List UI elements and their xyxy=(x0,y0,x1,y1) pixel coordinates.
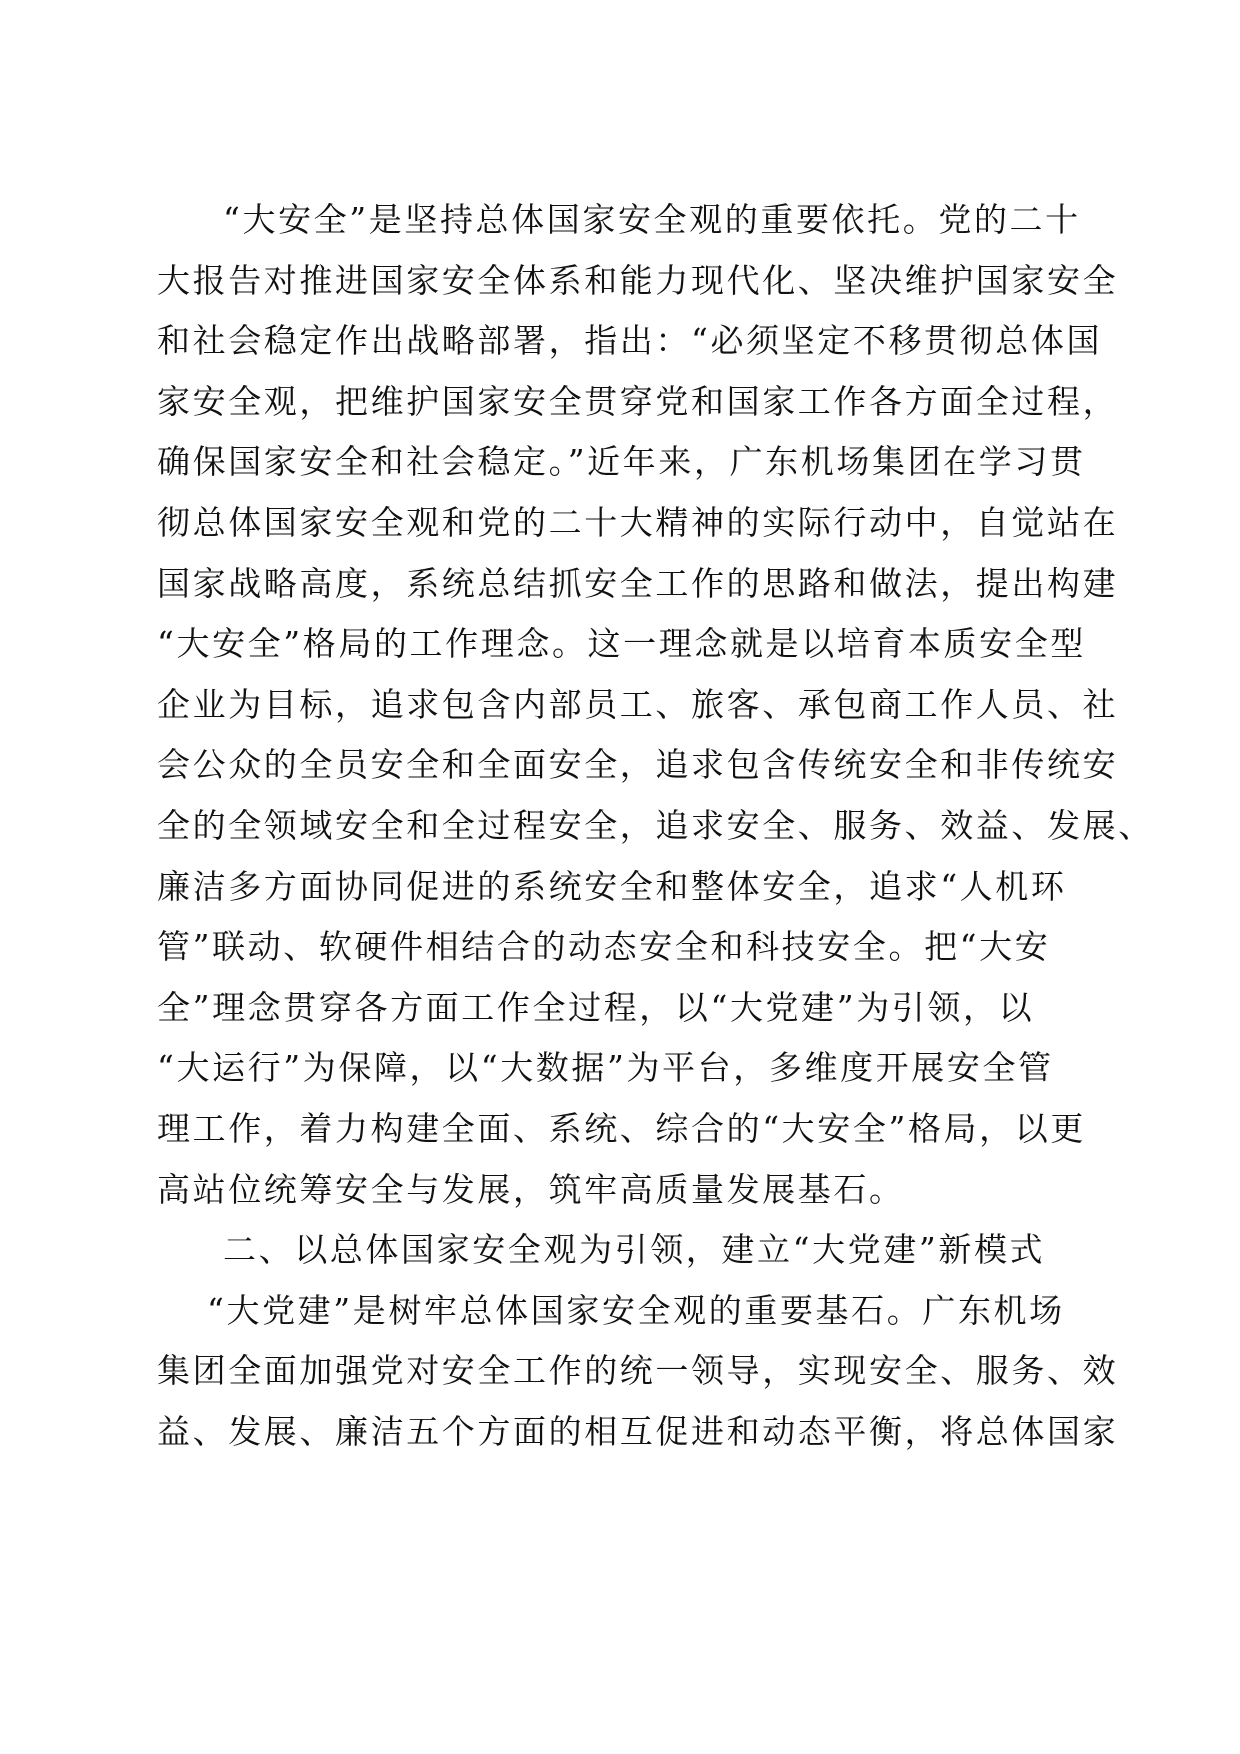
paragraph-line: 集团全面加强党对安全工作的统一领导，实现安全、服务、效 xyxy=(157,1351,1119,1391)
paragraph-line: 益、发展、廉洁五个方面的相互促进和动态平衡，将总体国家 xyxy=(157,1411,1119,1451)
paragraph-line: 企业为目标，追求包含内部员工、旅客、承包商工作人员、社 xyxy=(157,684,1119,724)
paragraph-line: 全”理念贯穿各方面工作全过程，以“大党建”为引领，以 xyxy=(157,987,1035,1027)
paragraph-line: 家安全观，把维护国家安全贯穿党和国家工作各方面全过程， xyxy=(157,381,1119,421)
paragraph-line: 理工作，着力构建全面、系统、综合的“大安全”格局，以更 xyxy=(157,1108,1086,1148)
paragraph-line: 管”联动、软硬件相结合的动态安全和科技安全。把“大安 xyxy=(157,927,1051,967)
paragraph-line: 国家战略高度，系统总结抓安全工作的思路和做法，提出构建 xyxy=(157,563,1119,603)
paragraph-line: 和社会稳定作出战略部署，指出：“必须坚定不移贯彻总体国 xyxy=(157,321,1103,361)
paragraph-line: 廉洁多方面协同促进的系统安全和整体安全，追求“人机环 xyxy=(157,866,1067,906)
section-heading: 二、以总体国家安全观为引领，建立“大党建”新模式 xyxy=(223,1230,1046,1270)
paragraph-line: 全的全领域安全和全过程安全，追求安全、服务、效益、发展、 xyxy=(157,805,1154,845)
paragraph-line: 彻总体国家安全观和党的二十大精神的实际行动中，自觉站在 xyxy=(157,502,1119,542)
paragraph-line: 确保国家安全和社会稳定。”近年来，广东机场集团在学习贯 xyxy=(157,442,1086,482)
paragraph-line: 大报告对推进国家安全体系和能力现代化、坚决维护国家安全 xyxy=(157,260,1119,300)
paragraph-line: “大运行”为保障，以“大数据”为平台，多维度开展安全管 xyxy=(157,1048,1054,1088)
paragraph-line: “大安全”是坚持总体国家安全观的重要依托。党的二十 xyxy=(223,200,1081,239)
paragraph-line: 高站位统筹安全与发展，筑牢高质量发展基石。 xyxy=(157,1169,905,1209)
document-body xyxy=(157,190,1157,1462)
paragraph-line: 会公众的全员安全和全面安全，追求包含传统安全和非传统安 xyxy=(157,745,1119,785)
paragraph-line: “大党建”是树牢总体国家安全观的重要基石。广东机场 xyxy=(207,1290,1065,1330)
paragraph-line: “大安全”格局的工作理念。这一理念就是以培育本质安全型 xyxy=(157,624,1086,664)
